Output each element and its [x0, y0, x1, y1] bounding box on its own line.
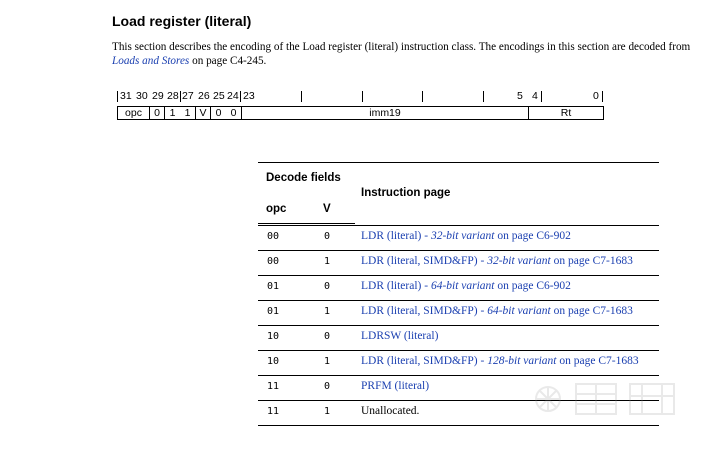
v-cell: 0	[324, 281, 331, 292]
watermark-icon	[526, 376, 686, 422]
tick-mark	[602, 91, 603, 102]
bit-number: 29	[152, 90, 164, 102]
variant-text: 64-bit variant	[487, 305, 551, 317]
v-cell: 0	[324, 331, 331, 342]
v-cell: 0	[324, 231, 331, 242]
table-row	[258, 301, 659, 326]
opc-cell: 01	[267, 306, 280, 317]
bit-number: 25	[213, 90, 225, 102]
tick-mark	[117, 91, 118, 102]
instruction-page-link[interactable]	[361, 230, 571, 242]
tick-mark	[180, 91, 181, 102]
decode-fields-header: Decode fields	[266, 172, 341, 184]
decode-fields-rule	[258, 223, 355, 224]
instr-text: LDR (literal, SIMD&FP) -	[361, 355, 488, 367]
bit-number: 23	[243, 90, 255, 102]
tick-mark	[422, 91, 423, 102]
instruction-page-header: Instruction page	[361, 187, 451, 199]
variant-text: 64-bit variant	[430, 280, 495, 292]
instruction-page-link[interactable]	[361, 355, 639, 367]
instruction-page-link[interactable]: LDRSW (literal)	[361, 330, 439, 342]
field-bit: 0	[226, 107, 242, 119]
field-bit: 1	[169, 107, 176, 119]
bit-number: 24	[227, 90, 239, 102]
bit-number: 5	[517, 90, 523, 102]
instr-text: LDR (literal) -	[361, 230, 431, 242]
bit-number: 4	[532, 90, 538, 102]
tick-mark	[541, 91, 542, 102]
variant-text: 128-bit variant	[487, 355, 557, 367]
opc-cell: 11	[267, 381, 280, 392]
page-ref: on page C7-1683	[556, 355, 639, 367]
instruction-page-link[interactable]	[361, 280, 571, 292]
v-cell: 1	[324, 406, 331, 417]
bit-number: 26	[198, 90, 210, 102]
instr-text: LDR (literal) -	[361, 280, 431, 292]
v-cell: 0	[324, 381, 331, 392]
instruction-page-link[interactable]	[361, 255, 633, 267]
encoding-diagram	[117, 106, 604, 120]
field-bit: 0	[215, 107, 222, 119]
variant-text: 32-bit variant	[487, 255, 551, 267]
tick-mark	[362, 91, 363, 102]
bit-number: 30	[136, 90, 148, 102]
loads-and-stores-link[interactable]: Loads and Stores	[112, 55, 190, 67]
bit-number-ruler	[117, 90, 605, 104]
table-row	[258, 226, 659, 251]
intro-paragraph	[112, 40, 692, 68]
bit-number: 31	[120, 90, 132, 102]
field-bit: 1	[180, 107, 196, 119]
opc-cell: 00	[267, 256, 280, 267]
opc-cell: 11	[267, 406, 280, 417]
v-cell: 1	[324, 256, 331, 267]
field-imm19: imm19	[242, 107, 529, 119]
v-cell: 1	[324, 356, 331, 367]
opc-column-header: opc	[266, 203, 287, 215]
tick-mark	[240, 91, 241, 102]
field-v: V	[196, 107, 211, 119]
instruction-page-text: Unallocated.	[361, 405, 420, 417]
page-ref: on page C6-902	[494, 280, 571, 292]
page-ref: on page C7-1683	[550, 305, 633, 317]
opc-cell: 10	[267, 331, 280, 342]
opc-cell: 10	[267, 356, 280, 367]
intro-page-ref: on page C4-245.	[189, 55, 267, 67]
instruction-page-link[interactable]	[361, 305, 633, 317]
field-rt: Rt	[560, 107, 572, 119]
table-row	[258, 276, 659, 301]
bit-number: 0	[593, 90, 599, 102]
tick-mark	[483, 91, 484, 102]
field-bit: 0	[150, 107, 165, 119]
table-row	[258, 251, 659, 276]
opc-cell: 00	[267, 231, 280, 242]
opc-cell: 01	[267, 281, 280, 292]
v-column-header: V	[323, 203, 331, 215]
instruction-page-link[interactable]: PRFM (literal)	[361, 380, 430, 392]
variant-text: 32-bit variant	[430, 230, 495, 242]
page-ref: on page C7-1683	[550, 255, 633, 267]
table-row	[258, 351, 659, 376]
tick-mark	[301, 91, 302, 102]
instr-text: LDR (literal, SIMD&FP) -	[361, 305, 488, 317]
instr-text: LDR (literal, SIMD&FP) -	[361, 255, 488, 267]
bit-number: 27	[182, 90, 194, 102]
v-cell: 1	[324, 306, 331, 317]
field-opc: opc	[118, 107, 150, 119]
page-ref: on page C6-902	[494, 230, 571, 242]
intro-text: This section describes the encoding of the Load register (literal) instruction class. The encodings in this section are decoded from	[112, 41, 691, 53]
table-row	[258, 326, 659, 351]
bit-number: 28	[167, 90, 179, 102]
table-top-rule	[258, 162, 659, 163]
section-heading: Load register (literal)	[112, 13, 252, 29]
